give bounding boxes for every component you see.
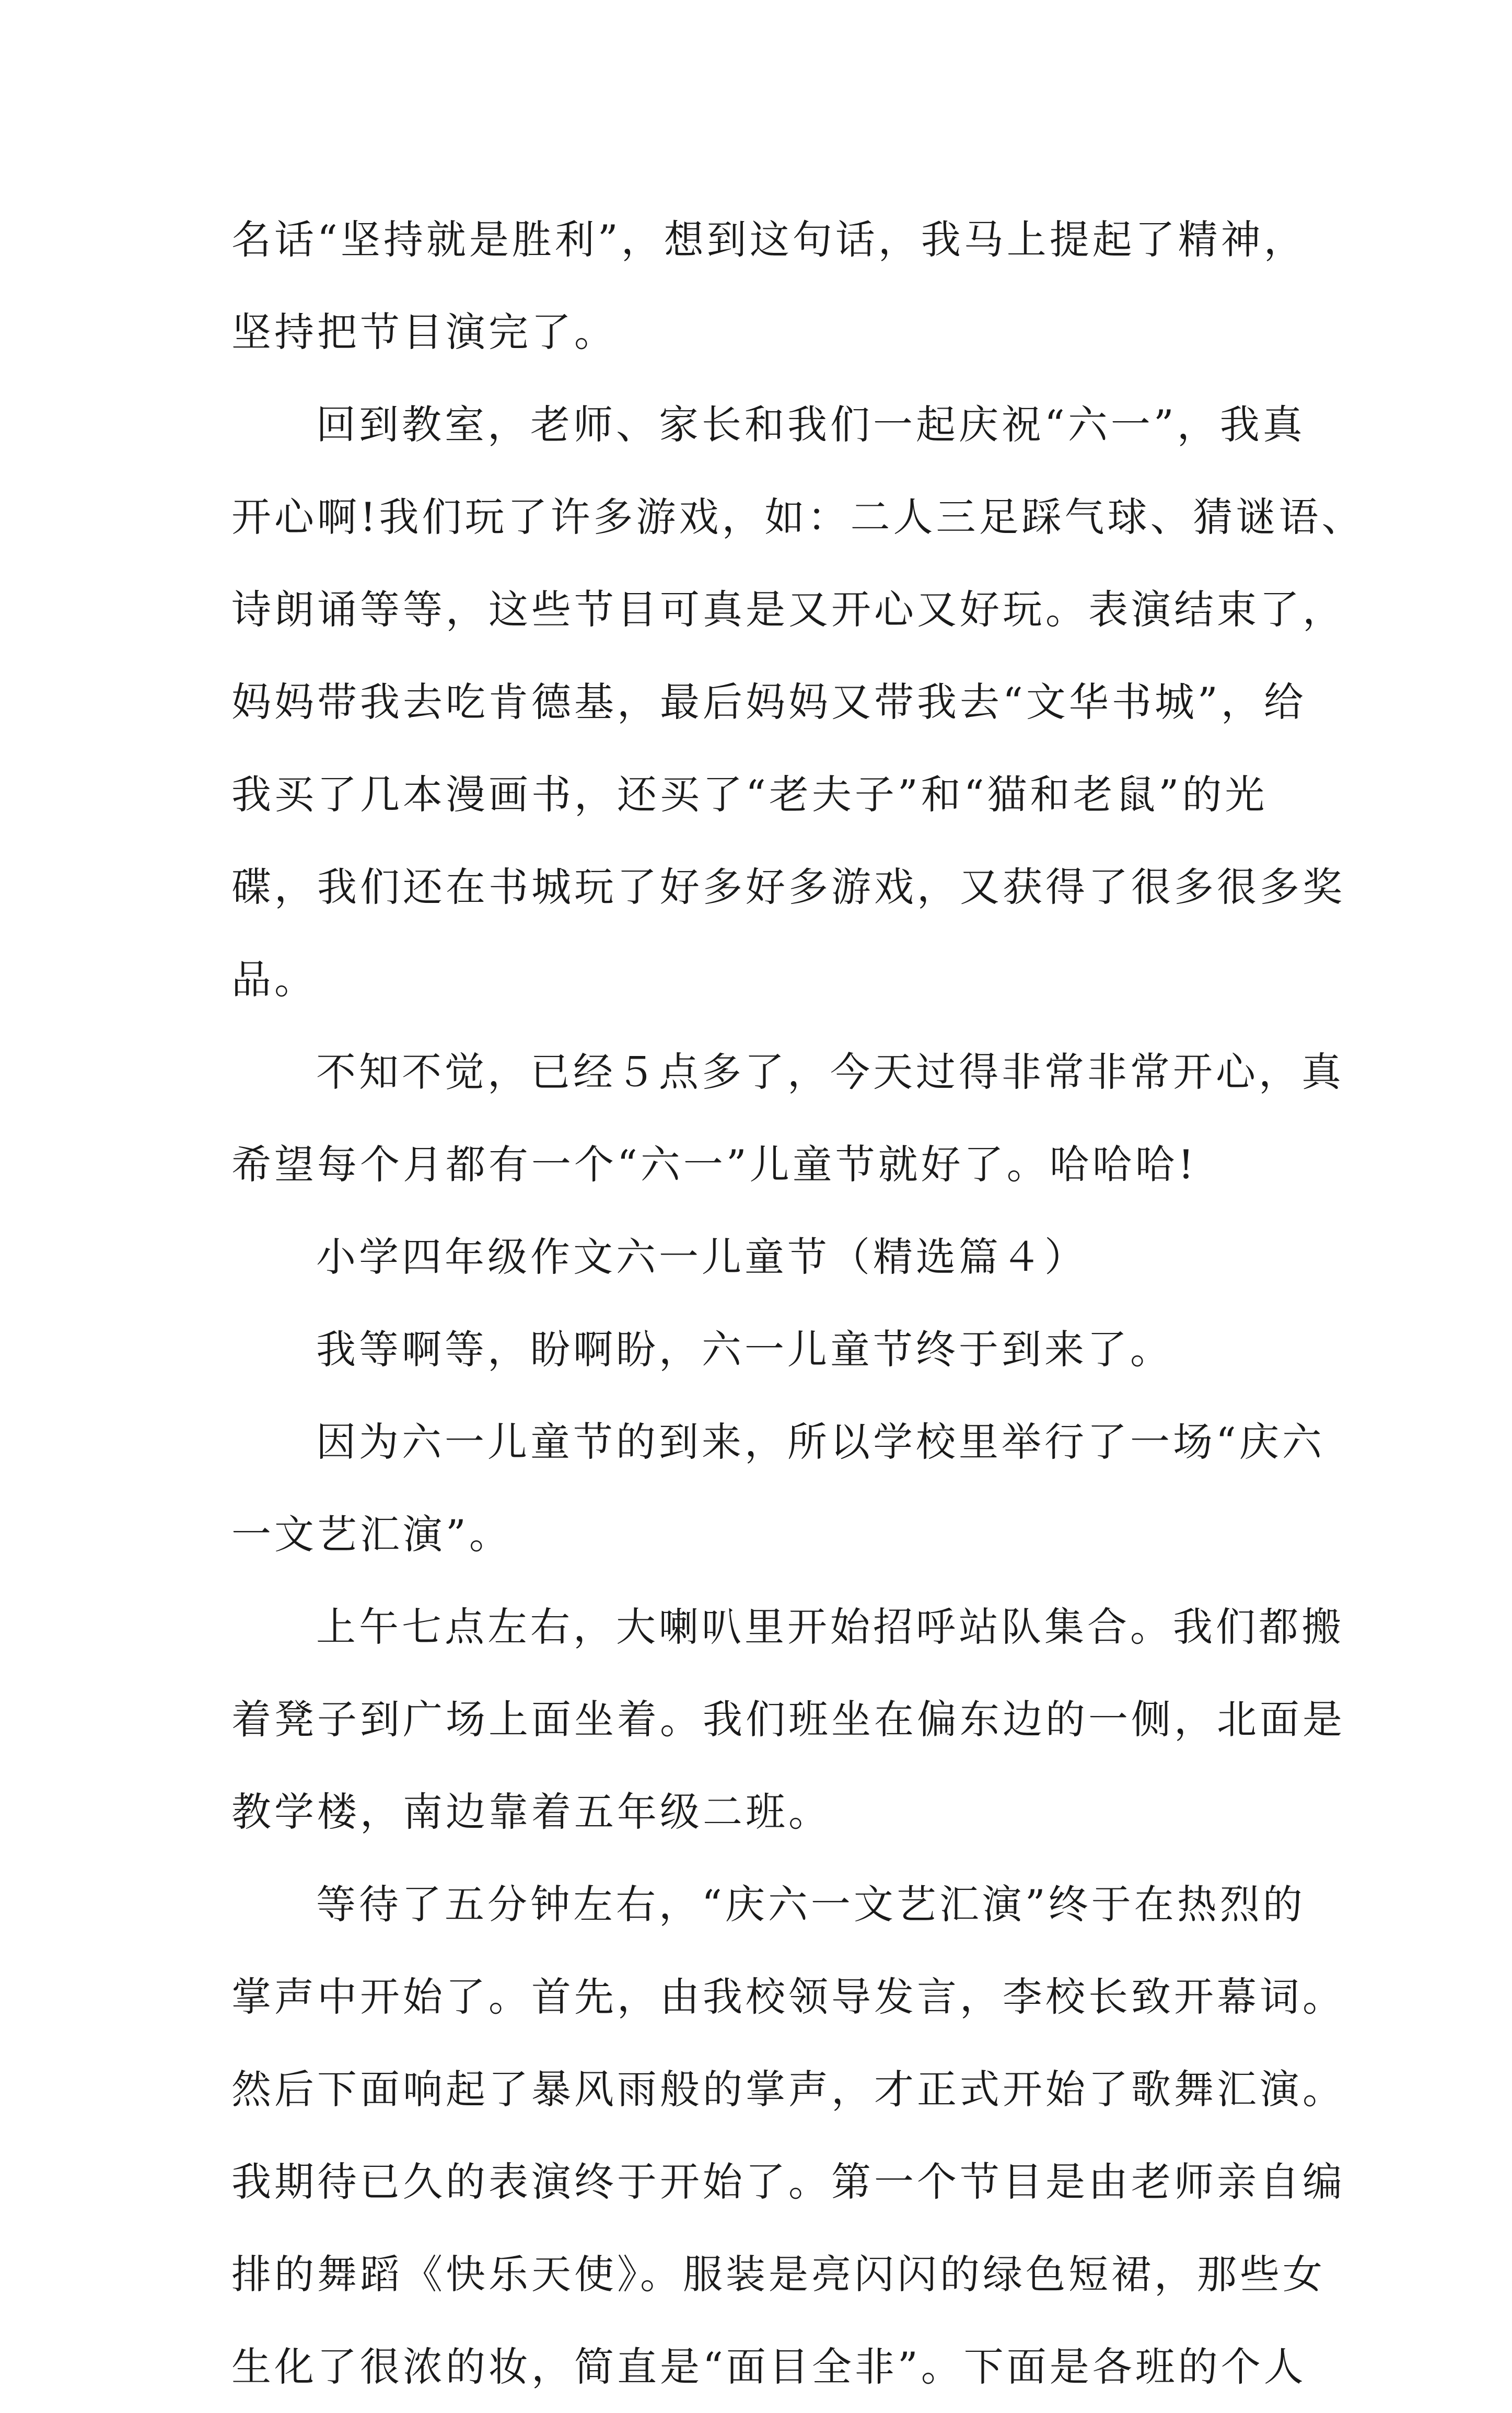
text-line: 因为六一儿童节的到来，所以学校里举行了一场“庆六 <box>316 1419 1325 1465</box>
text-line: 品。 <box>231 956 317 1003</box>
text-line: 坚持把节目演完了。 <box>231 309 617 355</box>
text-line: 我买了几本漫画书，还买了“老夫子”和“猫和老鼠”的光 <box>231 771 1268 818</box>
text-line: 然后下面响起了暴风雨般的掌声，才正式开始了歌舞汇演。 <box>231 2066 1345 2113</box>
text-line: 生化了很浓的妆，简直是“面目全非”。下面是各班的个人 <box>231 2344 1307 2390</box>
text-line: 着凳子到广场上面坐着。我们班坐在偏东边的一侧，北面是 <box>231 1696 1345 1743</box>
text-line: 小学四年级作文六一儿童节（精选篇４） <box>316 1234 1087 1280</box>
text-line: 希望每个月都有一个“六一”儿童节就好了。哈哈哈! <box>231 1141 1197 1188</box>
text-line: 教学楼，南边靠着五年级二班。 <box>231 1789 831 1835</box>
document-body <box>231 193 1365 2413</box>
text-line: 名话“坚持就是胜利”，想到这句话，我马上提起了精神， <box>231 216 1307 263</box>
text-line: 我等啊等，盼啊盼，六一儿童节终于到来了。 <box>316 1326 1173 1373</box>
text-line: 诗朗诵等等，这些节目可真是又开心又好玩。表演结束了， <box>231 586 1345 633</box>
text-line: 不知不觉，已经５点多了，今天过得非常非常开心，真 <box>316 1049 1344 1095</box>
text-line: 排的舞蹈《快乐天使》。服装是亮闪闪的绿色短裙，那些女 <box>231 2251 1325 2298</box>
text-line: 妈妈带我去吃肯德基，最后妈妈又带我去“文华书城”，给 <box>231 679 1307 725</box>
text-line: 掌声中开始了。首先，由我校领导发言，李校长致开幕词。 <box>231 1974 1345 2020</box>
text-line: 我期待已久的表演终于开始了。第一个节目是由老师亲自编 <box>231 2159 1345 2205</box>
text-line: 一文艺汇演”。 <box>231 1511 512 1558</box>
text-line: 上午七点左右，大喇叭里开始招呼站队集合。我们都搬 <box>316 1604 1344 1650</box>
text-line: 回到教室，老师、家长和我们一起庆祝“六一”，我真 <box>316 401 1306 448</box>
text-line: 碟，我们还在书城玩了好多好多游戏，又获得了很多很多奖 <box>231 864 1345 910</box>
text-line: 开心啊!我们玩了许多游戏，如：二人三足踩气球、猜谜语、 <box>231 494 1365 540</box>
text-line: 等待了五分钟左右，“庆六一文艺汇演”终于在热烈的 <box>316 1881 1306 1928</box>
